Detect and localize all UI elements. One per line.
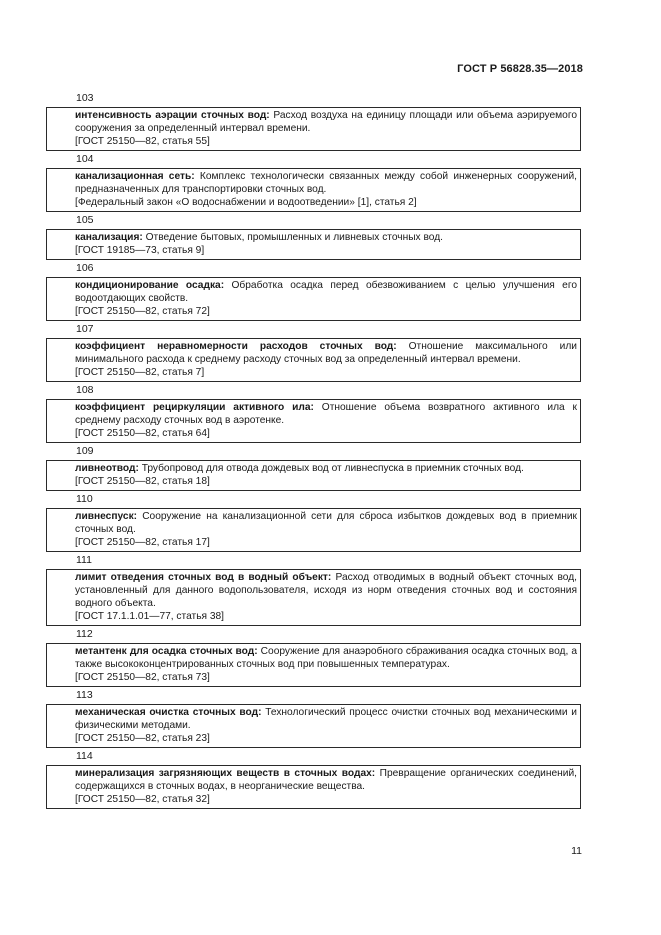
term-number: 108 <box>76 384 94 396</box>
term-definition: Обработка осадка перед обезвоживанием с целью улучшения его водоотдающих свойств. <box>75 280 577 304</box>
term-box <box>46 229 581 260</box>
term-number: 109 <box>76 445 94 457</box>
term-title: канализация: <box>75 232 143 243</box>
term-source: [ГОСТ 25150—82, статья 32] <box>75 794 210 805</box>
term-box <box>46 460 581 491</box>
term-definition: Отношение максимального или минимального расхода к среднему расходу сточных вод за определенный интервал времени. <box>75 341 577 365</box>
term-box <box>46 168 581 212</box>
term-title: канализационная сеть: <box>75 171 195 182</box>
term-source: [ГОСТ 25150—82, статья 7] <box>75 367 205 378</box>
term-definition: Расход воздуха на единицу площади или объема аэрируемого сооружения за определенный интервал времени. <box>75 110 577 134</box>
term-entry <box>46 153 581 212</box>
term-source: [ГОСТ 17.1.1.01—77, статья 38] <box>75 611 225 622</box>
term-definition: Сооружение для анаэробного сбраживания осадка сточных вод, а также высококонцентрированных сточных вод при повышенных температурах. <box>75 646 577 670</box>
term-title: минерализация загрязняющих веществ в сточных водах: <box>75 768 376 779</box>
term-source: [ГОСТ 25150—82, статья 55] <box>75 136 210 147</box>
term-title: коэффициент рециркуляции активного ила: <box>75 402 314 413</box>
term-number: 111 <box>76 554 92 566</box>
term-box <box>46 399 581 443</box>
term-source: [ГОСТ 25150—82, статья 18] <box>75 476 210 487</box>
term-box <box>46 508 581 552</box>
term-number: 113 <box>76 689 93 701</box>
term-box <box>46 569 581 626</box>
term-box <box>46 765 581 809</box>
term-definition: Комплекс технологически связанных между собой инженерных сооружений, предназначенных для транспортировки сточных вод. <box>75 171 577 195</box>
document-header: ГОСТ Р 56828.35—2018 <box>457 63 583 75</box>
term-title: интенсивность аэрации сточных вод: <box>75 110 270 121</box>
term-entry <box>46 493 581 552</box>
term-source: [ГОСТ 19185—73, статья 9] <box>75 245 205 256</box>
term-title: метантенк для осадка сточных вод: <box>75 646 258 657</box>
term-entry <box>46 554 581 626</box>
term-number: 107 <box>76 323 94 335</box>
term-number: 106 <box>76 262 94 274</box>
term-source: [ГОСТ 25150—82, статья 17] <box>75 537 210 548</box>
term-entry <box>46 214 581 260</box>
term-definition: Превращение органических соединений, содержащихся в сточных водах, в неорганические вещества. <box>75 768 578 792</box>
term-box <box>46 643 581 687</box>
term-definition: Трубопровод для отвода дождевых вод от ливнеспуска в приемник сточных вод. <box>138 463 524 474</box>
term-box <box>46 704 581 748</box>
term-source: [ГОСТ 25150—82, статья 73] <box>75 672 210 683</box>
term-entry <box>46 323 581 382</box>
term-number: 114 <box>76 750 93 762</box>
term-title: лимит отведения сточных вод в водный объект: <box>75 572 332 583</box>
terms-list <box>46 92 581 811</box>
term-title: ливнеспуск: <box>75 511 138 522</box>
term-source: [Федеральный закон «О водоснабжении и водоотведении» [1], статья 2] <box>75 197 417 208</box>
term-definition: Отведение бытовых, промышленных и ливневых сточных вод. <box>142 232 443 243</box>
term-definition: Технологический процесс очистки сточных вод механическими и физическими методами. <box>75 707 577 731</box>
term-definition: Сооружение на канализационной сети для сброса избытков дождевых вод в приемник сточных вод. <box>75 511 577 535</box>
term-entry <box>46 750 581 809</box>
term-source: [ГОСТ 25150—82, статья 72] <box>75 306 210 317</box>
term-definition: Расход отводимых в водный объект сточных вод, установленный для данного водопользователя, исходя из норм отведения сточных вод и состояния водного объекта. <box>75 572 578 609</box>
term-entry <box>46 262 581 321</box>
term-title: коэффициент неравномерности расходов сточных вод: <box>75 341 397 352</box>
term-box <box>46 338 581 382</box>
term-entry <box>46 92 581 151</box>
term-number: 112 <box>76 628 93 640</box>
term-entry <box>46 689 581 748</box>
term-number: 103 <box>76 92 94 104</box>
term-number: 105 <box>76 214 94 226</box>
term-title: кондиционирование осадка: <box>75 280 225 291</box>
term-number: 110 <box>76 493 93 505</box>
term-source: [ГОСТ 25150—82, статья 64] <box>75 428 210 439</box>
term-box <box>46 107 581 151</box>
term-entry <box>46 628 581 687</box>
term-source: [ГОСТ 25150—82, статья 23] <box>75 733 210 744</box>
term-entry <box>46 445 581 491</box>
page-number: 11 <box>571 845 582 857</box>
term-entry <box>46 384 581 443</box>
term-number: 104 <box>76 153 94 165</box>
term-box <box>46 277 581 321</box>
term-definition: Отношение объема возвратного активного ила к среднему расходу сточных вод в аэротенке. <box>75 402 577 426</box>
term-title: механическая очистка сточных вод: <box>75 707 262 718</box>
term-title: ливнеотвод: <box>75 463 139 474</box>
